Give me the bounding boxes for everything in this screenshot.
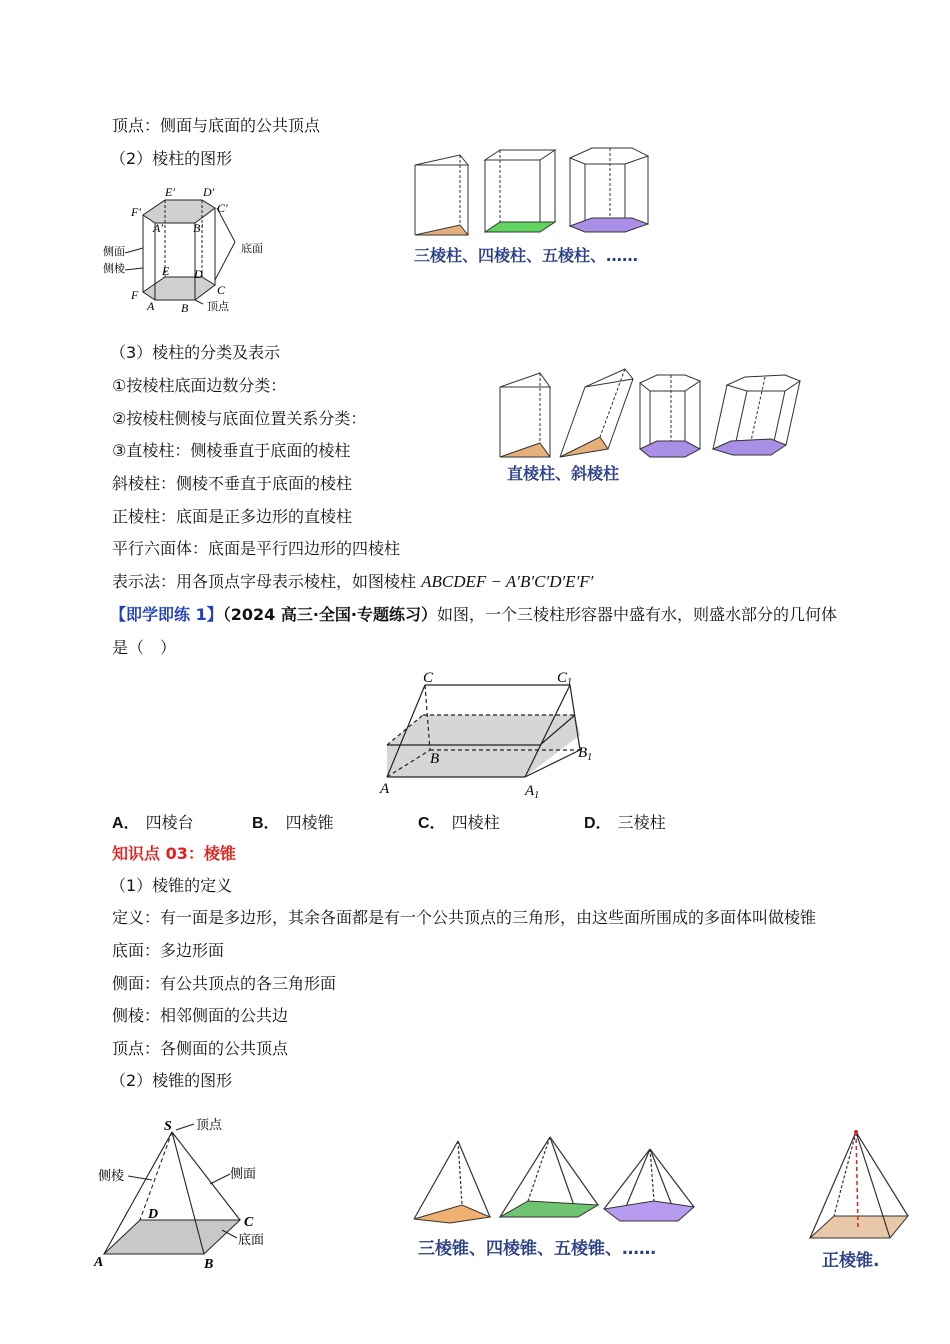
pyramid-vertex-line: 顶点：各侧面的公共顶点 — [112, 1039, 289, 1058]
label-A: A — [94, 1255, 104, 1270]
pyramid-base-face — [104, 1220, 240, 1254]
option-d[interactable]: D． 三棱柱 — [584, 813, 666, 832]
right-oblique-prisms-illustration — [495, 365, 815, 465]
water-prism-diagram — [375, 665, 605, 805]
label-vertex: 顶点 — [207, 300, 229, 313]
prism-types-caption: 三棱柱、四棱柱、五棱柱、…… — [414, 246, 639, 265]
notation-prefix: 表示法：用各顶点字母表示棱柱，如图棱柱 — [112, 572, 417, 591]
exercise-question-line2: 是（ ） — [112, 638, 177, 657]
label-side-face: 侧面 — [103, 245, 125, 258]
prism-bottom-face — [143, 277, 215, 300]
exercise-source: （2024 高三·全国·专题练习） — [222, 605, 437, 624]
label-E: E — [162, 264, 170, 278]
pyramid-base-line: 底面：多边形面 — [112, 941, 225, 960]
pyramid-def-heading: （1）棱锥的定义 — [110, 876, 233, 895]
label-D: D — [148, 1207, 159, 1222]
label-C1: $C_1$ — [557, 670, 573, 688]
option-c[interactable]: C． 四棱柱 — [418, 813, 500, 832]
pyramid-types-illustration — [410, 1135, 700, 1230]
label-B: B — [181, 301, 189, 315]
pyramid-side-edge-line: 侧棱：相邻侧面的公共边 — [112, 1006, 289, 1025]
prism-types-illustration — [410, 140, 660, 240]
label-B-prime: B′ — [193, 221, 203, 235]
prism-regular-line: 正棱柱：底面是正多边形的直棱柱 — [112, 507, 353, 526]
label-base: 底面 — [241, 242, 263, 255]
exercise-line1 — [110, 604, 837, 626]
label-B: B — [204, 1257, 214, 1272]
notation-math: ABCDEF − A′B′C′D′E′F′ — [421, 572, 594, 591]
pyramid-section-title: 知识点 03：棱锥 — [112, 844, 236, 863]
option-b[interactable]: B． 四棱锥 — [252, 813, 334, 832]
label-B: B — [430, 751, 440, 767]
prism-parallelepiped-line: 平行六面体：底面是平行四边形的四棱柱 — [112, 539, 401, 558]
exercise-tag: 【即学即练 1】 — [110, 605, 223, 624]
prism-classify-item1: ①按棱柱底面边数分类： — [112, 376, 287, 395]
regular-pyramid-caption: 正棱锥. — [822, 1251, 880, 1271]
prism-notation-line — [112, 571, 593, 593]
label-A: A — [147, 299, 155, 313]
label-F: F — [131, 288, 139, 302]
prism-vertex-line: 顶点：侧面与底面的公共顶点 — [112, 116, 321, 135]
label-side-edge: 侧棱 — [103, 262, 125, 275]
option-a[interactable]: A． 四棱台 — [112, 813, 194, 832]
pyramid-labeled-diagram — [92, 1112, 282, 1272]
prism-top-face — [143, 200, 215, 223]
regular-pyramid-illustration — [804, 1128, 914, 1243]
pyramid-definition: 定义：有一面是多边形，其余各面都是有一个公共顶点的三角形，由这些面所围成的多面体叫做棱锥 — [112, 908, 817, 927]
pyramid-figure-heading: （2）棱锥的图形 — [110, 1071, 233, 1090]
label-base: 底面 — [238, 1233, 265, 1248]
prism-classify-item3: ③直棱柱：侧棱垂直于底面的棱柱 — [112, 441, 351, 460]
label-D: D — [194, 267, 203, 281]
pyramid-side-face-line: 侧面：有公共顶点的各三角形面 — [112, 974, 337, 993]
label-C: C — [244, 1215, 254, 1230]
label-C-prime: C′ — [217, 201, 228, 215]
pyramid-types-caption: 三棱锥、四棱锥、五棱锥、…… — [418, 1239, 656, 1259]
exercise-question-line1: 如图，一个三棱柱形容器中盛有水，则盛水部分的几何体 — [436, 605, 837, 624]
prism-classify-item2: ②按棱柱侧棱与底面位置关系分类： — [112, 409, 367, 428]
prism-classify-heading: （3）棱柱的分类及表示 — [110, 343, 281, 362]
prism-figure-heading: （2）棱柱的图形 — [110, 149, 233, 168]
right-oblique-caption: 直棱柱、斜棱柱 — [507, 464, 620, 483]
label-A: A — [380, 781, 390, 797]
label-A1: $A_1$ — [525, 783, 540, 801]
label-C: C — [217, 283, 226, 297]
label-side-face: 侧面 — [230, 1167, 257, 1182]
hexagonal-prism-diagram — [95, 180, 295, 320]
label-vertex: 顶点 — [196, 1118, 223, 1133]
label-A-prime: A′ — [153, 221, 163, 235]
label-S: S — [164, 1119, 172, 1134]
label-B1: $B_1$ — [578, 745, 593, 763]
label-F-prime: F′ — [131, 205, 141, 219]
label-side-edge: 侧棱 — [98, 1169, 125, 1184]
label-C: C — [423, 670, 434, 686]
label-D-prime: D′ — [203, 185, 215, 199]
label-E-prime: E′ — [165, 185, 175, 199]
prism-oblique-line: 斜棱柱：侧棱不垂直于底面的棱柱 — [112, 474, 353, 493]
